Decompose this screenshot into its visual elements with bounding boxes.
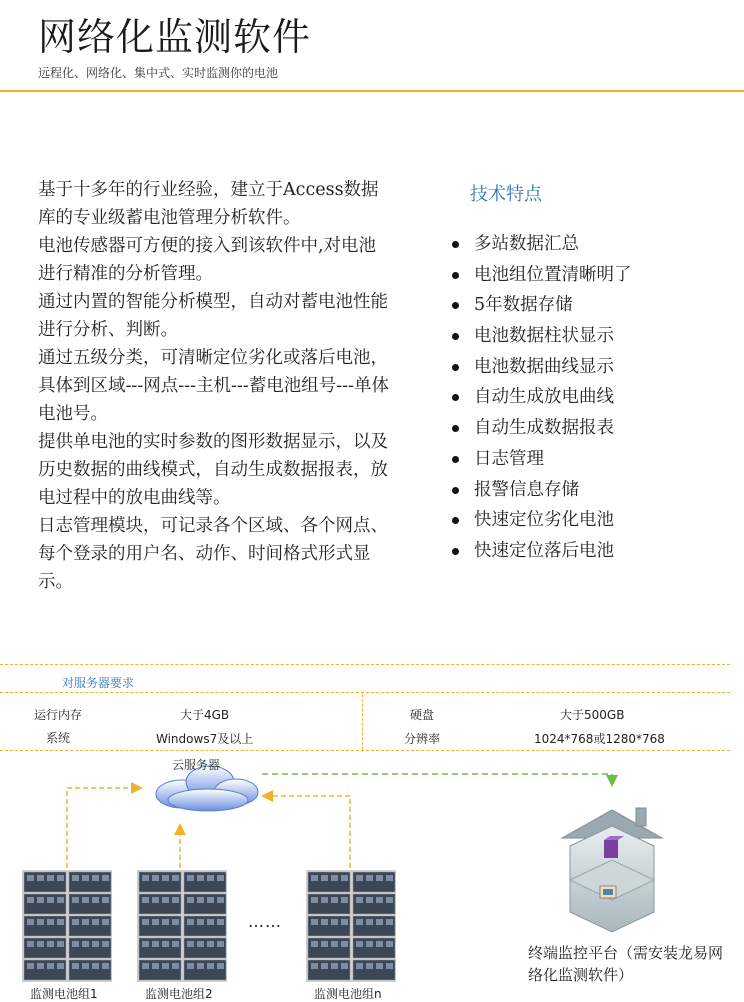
feature-item: 自动生成放电曲线: [452, 382, 632, 413]
intro-paragraph: 日志管理模块，可记录各个区域、各个网点、每个登录的用户名、动作、时间格式形式显示。: [38, 516, 388, 592]
battery-bank-icon: [306, 870, 396, 982]
intro-paragraph: 通过五级分类，可清晰定位劣化或落后电池，具体到区域---网点---主机---蓄电池组号---单体电池号。: [38, 348, 389, 424]
bank2-label: 监测电池组2: [145, 987, 213, 1001]
battery-bank-icon: [22, 870, 112, 982]
bank1-label: 监测电池组1: [30, 987, 98, 1001]
feature-item: 电池数据曲线显示: [452, 352, 632, 383]
terminal-platform-label: 终端监控平台（需安装龙易网络化监测软件）: [528, 944, 724, 984]
disk-label: 硬盘: [410, 708, 435, 722]
feature-item: 报警信息存储: [452, 475, 632, 506]
resolution-label: 分辨率: [404, 732, 441, 746]
feature-item: 快速定位落后电池: [452, 536, 632, 567]
os-label: 系统: [46, 731, 71, 745]
more-banks-ellipsis: ……: [248, 912, 282, 931]
cloud-server-label: 云服务器: [172, 758, 221, 772]
page-title: 网络化监测软件: [38, 15, 312, 59]
bankn-label: 监测电池组n: [314, 987, 382, 1001]
requirements-title: 对服务器要求: [62, 676, 135, 690]
page-subtitle: 远程化、网络化、集中式、实时监测你的电池: [38, 66, 279, 80]
intro-paragraph: 基于十多年的行业经验，建立于Access数据库的专业级蓄电池管理分析软件。: [38, 180, 379, 228]
feature-item: 5年数据存储: [452, 290, 632, 321]
feature-item: 电池组位置清晰明了: [452, 260, 632, 291]
feature-item: 日志管理: [452, 444, 632, 475]
disk-value: 大于500GB: [560, 708, 625, 722]
feature-item: 多站数据汇总: [452, 229, 632, 260]
intro-paragraph: 通过内置的智能分析模型，自动对蓄电池性能进行分析、判断。: [38, 292, 388, 340]
intro-paragraph: 提供单电池的实时参数的图形数据显示，以及历史数据的曲线模式，自动生成数据报表，放电过程中的放电曲线等。: [38, 432, 388, 508]
feature-item: 快速定位劣化电池: [452, 505, 632, 536]
feature-item: 自动生成数据报表: [452, 413, 632, 444]
battery-bank-icon: [137, 870, 227, 982]
intro-paragraph: 电池传感器可方便的接入到该软件中,对电池进行精准的分析管理。: [38, 236, 377, 284]
feature-item: 电池数据柱状显示: [452, 321, 632, 352]
memory-label: 运行内存: [34, 708, 83, 722]
features-title: 技术特点: [470, 184, 542, 205]
os-value: Windows7及以上: [156, 732, 254, 746]
memory-value: 大于4GB: [180, 708, 230, 722]
resolution-value: 1024*768或1280*768: [534, 732, 665, 746]
